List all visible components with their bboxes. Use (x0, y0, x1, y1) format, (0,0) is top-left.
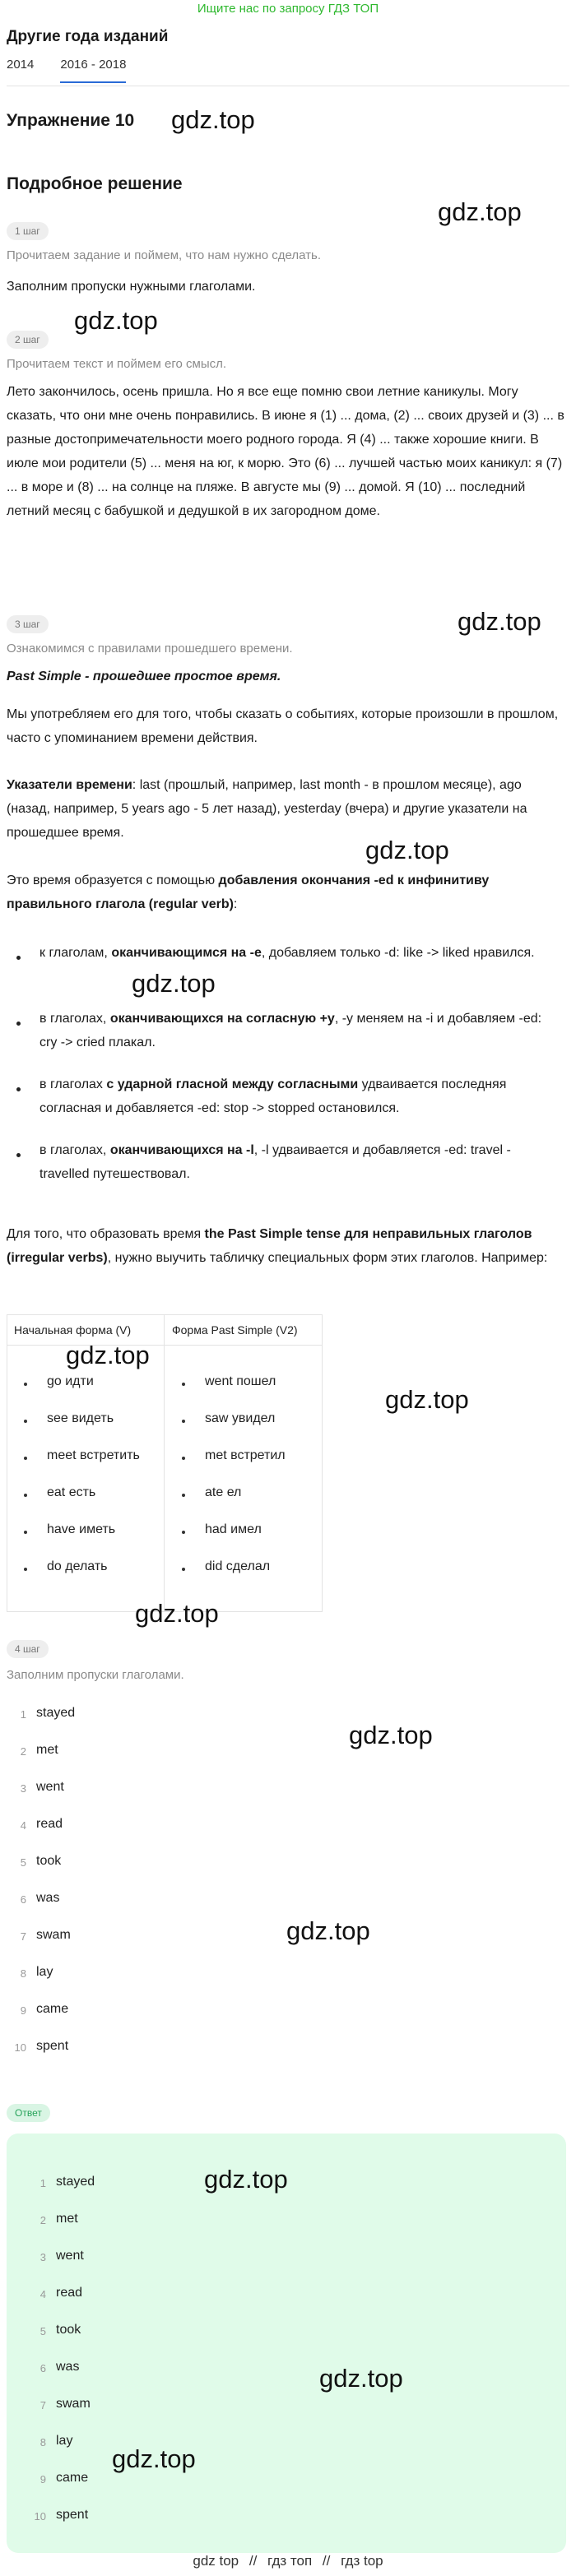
list-number: 6 (20, 1893, 26, 1906)
table-cell: went пошел (205, 1374, 276, 1388)
step-badge: 3 шаг (7, 615, 49, 633)
list-item: swam (36, 1928, 71, 1942)
bullet (16, 1022, 21, 1026)
footer-link[interactable]: gdz top (193, 2553, 239, 2569)
table-cell: eat есть (47, 1485, 96, 1499)
list-number: 9 (20, 2004, 26, 2017)
answer-item: met (56, 2212, 78, 2226)
bullet (24, 1531, 27, 1534)
list-number: 5 (39, 2325, 46, 2337)
edition-tabs (7, 58, 152, 83)
step-badge: 2 шаг (7, 331, 49, 349)
footer-link[interactable]: гдз топ (267, 2553, 313, 2569)
bullet (24, 1568, 27, 1571)
list-number: 7 (20, 1930, 26, 1943)
answer-box (7, 2134, 566, 2553)
text: в глаголах, (39, 1012, 110, 1026)
bullet (182, 1568, 185, 1571)
answer-item: spent (56, 2508, 89, 2522)
table-cell: did сделал (205, 1559, 271, 1573)
text: : (233, 897, 238, 911)
list-item: went (36, 1780, 64, 1794)
text: в глаголах (39, 1077, 107, 1091)
footer-link[interactable]: гдз top (341, 2553, 383, 2569)
list-number: 2 (39, 2214, 46, 2226)
answer-item: came (56, 2471, 89, 2485)
watermark: gdz.top (286, 1916, 370, 1945)
answer-item: took (56, 2323, 81, 2337)
answer-item: was (56, 2360, 80, 2374)
watermark: gdz.top (349, 1721, 433, 1749)
irregular-verbs-paragraph (7, 1222, 566, 1270)
list-number: 10 (34, 2510, 46, 2523)
step-text: Заполним пропуски нужными глаголами. (7, 280, 256, 294)
table-cell: do делать (47, 1559, 108, 1573)
list-item: took (36, 1854, 62, 1868)
header-divider (7, 1345, 322, 1346)
table-cell: have иметь (47, 1522, 116, 1536)
list-number: 8 (20, 1967, 26, 1980)
table-cell: met встретил (205, 1448, 286, 1462)
list-number: 4 (20, 1819, 26, 1832)
watermark: gdz.top (319, 2364, 403, 2393)
bullet (182, 1383, 185, 1386)
table-cell: had имел (205, 1522, 262, 1536)
list-number: 2 (20, 1745, 26, 1758)
bold-text: Указатели времени (7, 778, 132, 792)
list-number: 1 (39, 2177, 46, 2189)
list-item: came (36, 2002, 69, 2016)
rule-time-markers (7, 773, 566, 845)
list-number: 7 (39, 2399, 46, 2412)
text: к глаголам, (39, 946, 112, 960)
solution-title: Подробное решение (7, 174, 183, 193)
table-cell: meet встретить (47, 1448, 140, 1462)
bullet (16, 956, 21, 960)
answer-item: stayed (56, 2175, 95, 2189)
list-number: 4 (39, 2288, 46, 2300)
list-number: 1 (20, 1708, 26, 1721)
rule-bullet (39, 1138, 560, 1186)
bold-text: оканчивающимся на -e (111, 946, 262, 960)
table-cell: see видеть (47, 1411, 114, 1425)
step-hint: Ознакомимся с правилами прошедшего времени. (7, 642, 293, 656)
bullet (16, 1087, 21, 1091)
watermark: gdz.top (112, 2444, 196, 2473)
table-header: Форма Past Simple (V2) (172, 1323, 298, 1337)
list-item: stayed (36, 1706, 76, 1720)
text: , -y меняем на -i и добавляем -ed: cry -> cried плакал. (39, 1012, 542, 1049)
bullet (24, 1383, 27, 1386)
rule-formation (7, 869, 566, 916)
watermark: gdz.top (204, 2165, 288, 2194)
answer-item: went (56, 2249, 84, 2263)
rule-bullet (39, 1007, 560, 1054)
watermark: gdz.top (438, 197, 522, 226)
answer-badge: Ответ (7, 2104, 50, 2122)
text: : last (прошлый, например, last month - в прошлом месяце), ago (назад, например, 5 years ago - 5 лет назад), yesterday (вчера) и другие указатели на прошедшее время. (7, 778, 527, 840)
text: Для того, что образовать время (7, 1227, 205, 1241)
column-divider (164, 1315, 165, 1611)
editions-title: Другие года изданий (7, 28, 169, 45)
watermark: gdz.top (171, 105, 255, 134)
answer-item: read (56, 2286, 83, 2300)
text: , добавляем только -d: like -> liked нравился. (261, 946, 535, 960)
exercise-title: Упражнение 10 (7, 111, 135, 130)
step-hint: Заполним пропуски глаголами. (7, 1668, 184, 1682)
bold-text: с ударной гласной между согласными (106, 1077, 359, 1091)
bullet (182, 1457, 185, 1460)
list-number: 8 (39, 2436, 46, 2449)
watermark: gdz.top (74, 306, 158, 335)
list-number: 3 (39, 2251, 46, 2263)
list-number: 10 (14, 2041, 26, 2054)
text: удваивается последняя согласная и добавляется -ed: stop -> stopped остановился. (39, 1077, 507, 1115)
rule-heading: Past Simple - прошедшее простое время. (7, 669, 281, 683)
watermark: gdz.top (385, 1385, 469, 1414)
rule-bullet (39, 1073, 560, 1120)
bold-text: оканчивающихся на согласную +y (109, 1012, 335, 1026)
step-hint: Прочитаем задание и поймем, что нам нужно сделать. (7, 248, 322, 262)
bullet (182, 1420, 185, 1423)
bullet (182, 1494, 185, 1497)
list-item: met (36, 1743, 58, 1757)
bold-text: оканчивающихся на -l (109, 1143, 254, 1157)
step-text: Лето закончилось, осень пришла. Но я все еще помню свои летние каникулы. Могу сказать, что они мне очень понравились. В июне я (1) ... дома, (2) ... своих друзей и (3) ... в разные достопримечательности моего родного города. Я (4) ... также хорошие книги. В июле мои родители (5) ... меня на юг, к морю. Это (6) ... лучшей частью моих каникул: я (7) ... в море и (8) ... на солнце на пляже. В августе мы (9) ... домой. Я (10) ... последний летний месяц с бабушкой и дедушкой в их загородном доме. (7, 385, 564, 518)
tab-2016-2018[interactable]: 2016 - 2018 (60, 58, 126, 83)
step-hint: Прочитаем текст и поймем его смысл. (7, 357, 227, 371)
footer-separator: // (249, 2553, 258, 2569)
watermark: gdz.top (132, 969, 216, 998)
table-cell: saw увидел (205, 1411, 276, 1425)
watermark: gdz.top (135, 1599, 219, 1628)
watermark: gdz.top (458, 607, 541, 636)
bullet (24, 1494, 27, 1497)
search-banner: Ищите нас по запросу ГДЗ ТОП (197, 2, 379, 16)
rule-paragraph: Мы употребляем его для того, чтобы сказать о событиях, которые произошли в прошлом, часто с упоминанием времени действия. (7, 707, 559, 745)
answer-item: lay (56, 2434, 73, 2448)
table-cell: go идти (47, 1374, 94, 1388)
list-number: 3 (20, 1782, 26, 1795)
bullet (24, 1457, 27, 1460)
answer-item: swam (56, 2397, 91, 2411)
tab-2014[interactable]: 2014 (7, 58, 35, 72)
bullet (182, 1531, 185, 1534)
watermark: gdz.top (365, 836, 449, 864)
verb-forms-table (7, 1314, 323, 1612)
text: , нужно выучить табличку специальных форм этих глаголов. Например: (107, 1251, 548, 1265)
bold-text: добавления окончания -ed к инфинитиву правильного глагола (regular verb) (7, 873, 490, 911)
bullet (24, 1420, 27, 1423)
list-number: 5 (20, 1856, 26, 1869)
table-header: Начальная форма (V) (14, 1323, 132, 1337)
bold-text: the Past Simple tense для неправильных глаголов (irregular verbs) (7, 1227, 532, 1265)
list-item: lay (36, 1965, 53, 1979)
list-item: spent (36, 2039, 69, 2053)
list-item: was (36, 1891, 60, 1905)
table-cell: ate ел (205, 1485, 242, 1499)
footer-separator: // (322, 2553, 331, 2569)
text: в глаголах, (39, 1143, 110, 1157)
bullet (16, 1153, 21, 1157)
list-item: read (36, 1817, 63, 1831)
text: Это время образуется с помощью (7, 873, 219, 887)
footer-links (0, 2553, 576, 2569)
step-badge: 4 шаг (7, 1640, 49, 1658)
rule-bullet (39, 941, 560, 965)
list-number: 6 (39, 2362, 46, 2374)
watermark: gdz.top (66, 1341, 150, 1369)
text: , -l удваивается и добавляется -ed: travel - travelled путешествовал. (39, 1143, 511, 1181)
list-number: 9 (39, 2473, 46, 2486)
step-badge: 1 шаг (7, 222, 49, 240)
